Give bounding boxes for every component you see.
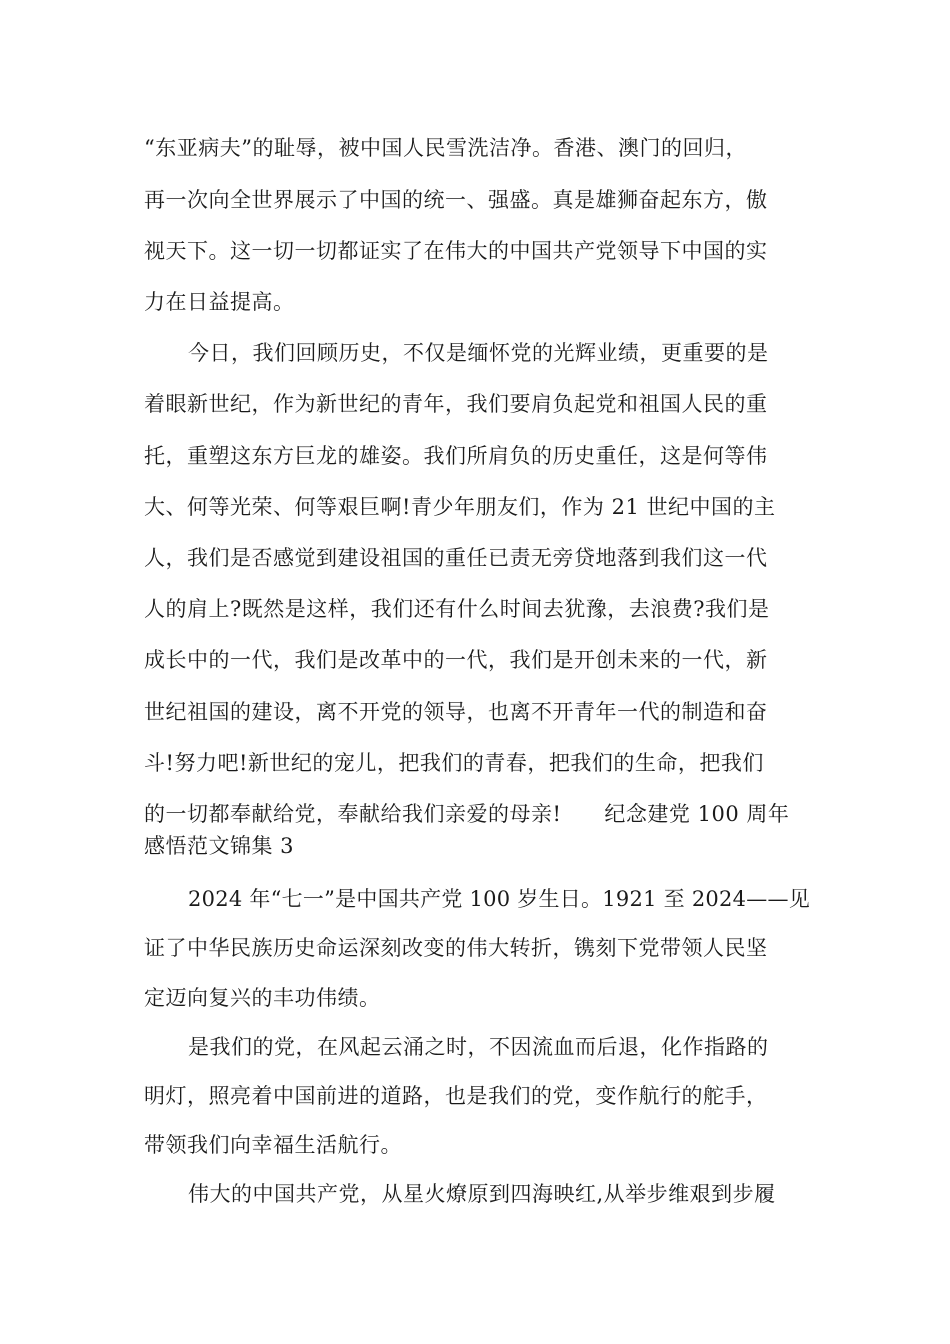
text-line: 伟大的中国共产党，从星火燎原到四海映红,从举步维艰到步履 — [188, 1182, 776, 1206]
text-line: 今日，我们回顾历史，不仅是缅怀党的光辉业绩，更重要的是 — [188, 341, 769, 365]
text-line: 定迈向复兴的丰功伟绩。 — [144, 986, 381, 1010]
text-line: 明灯，照亮着中国前进的道路，也是我们的党，变作航行的舵手， — [144, 1084, 768, 1108]
text-line: 大、何等光荣、何等艰巨啊!青少年朋友们，作为 21 世纪中国的主 — [144, 495, 776, 519]
text-line: 带领我们向幸福生活航行。 — [144, 1133, 402, 1157]
text-line: 证了中华民族历史命运深刻改变的伟大转折，镌刻下党带领人民坚 — [144, 936, 768, 960]
text-line: 人的肩上?既然是这样，我们还有什么时间去犹豫，去浪费?我们是 — [144, 597, 770, 621]
text-line: 人，我们是否感觉到建设祖国的重任已责无旁贷地落到我们这一代 — [144, 546, 768, 570]
text-line: 着眼新世纪，作为新世纪的青年，我们要肩负起党和祖国人民的重 — [144, 392, 768, 416]
text-line: 2024 年“七一”是中国共产党 100 岁生日。1921 至 2024——见 — [188, 887, 811, 911]
text-line: “东亚病夫”的耻辱，被中国人民雪洗洁净。香港、澳门的回归， — [144, 136, 747, 160]
text-line: 斗!努力吧!新世纪的宠儿，把我们的青春，把我们的生命，把我们 — [144, 751, 764, 775]
text-line: 托，重塑这东方巨龙的雄姿。我们所肩负的历史重任，这是何等伟 — [144, 444, 768, 468]
text-line: 视天下。这一切一切都证实了在伟大的中国共产党领导下中国的实 — [144, 239, 768, 263]
text-line: 的一切都奉献给党，奉献给我们亲爱的母亲! 纪念建党 100 周年 — [144, 802, 790, 826]
text-line: 世纪祖国的建设，离不开党的领导，也离不开青年一代的制造和奋 — [144, 700, 768, 724]
text-line: 感悟范文锦集 3 — [144, 834, 295, 858]
text-line: 力在日益提高。 — [144, 290, 295, 314]
text-line: 成长中的一代，我们是改革中的一代，我们是开创未来的一代，新 — [144, 648, 768, 672]
text-line: 再一次向全世界展示了中国的统一、强盛。真是雄狮奋起东方，傲 — [144, 188, 768, 212]
text-line: 是我们的党，在风起云涌之时，不因流血而后退，化作指路的 — [188, 1035, 769, 1059]
